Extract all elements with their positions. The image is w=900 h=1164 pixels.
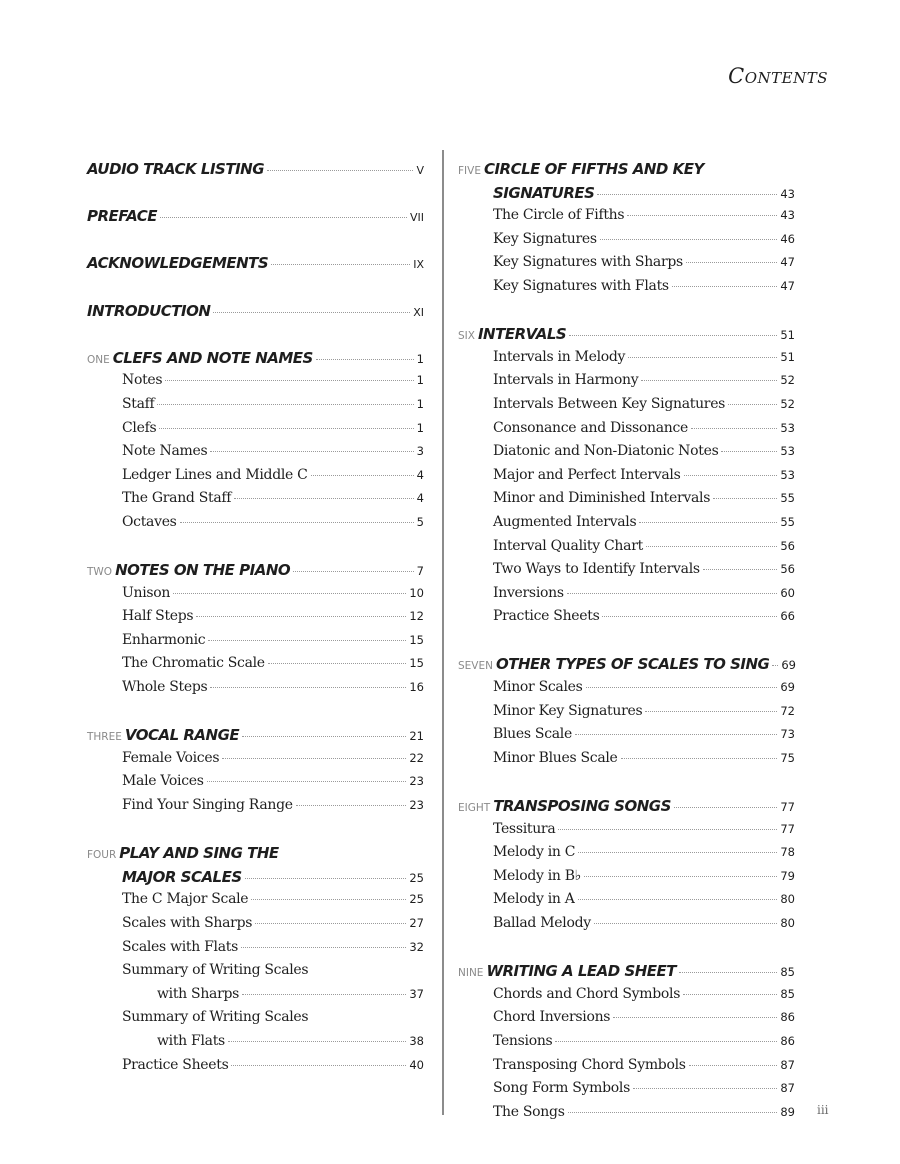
page-number-ref: 25 xyxy=(409,870,424,885)
dot-leader xyxy=(255,923,406,924)
page-number-ref: 86 xyxy=(780,1010,795,1025)
entry-title: MAJOR SCALES xyxy=(122,867,242,886)
dot-leader xyxy=(686,262,777,263)
page-number-ref: 53 xyxy=(780,420,795,435)
dot-leader xyxy=(567,593,778,594)
dot-leader xyxy=(213,312,410,313)
toc-entry[interactable] xyxy=(87,372,424,396)
dot-leader xyxy=(586,687,778,688)
spacer xyxy=(458,632,795,656)
dot-leader xyxy=(316,359,414,360)
entry-title: Key Signatures with Sharps xyxy=(493,254,683,271)
entry-title: Clefs xyxy=(122,419,157,436)
dot-leader xyxy=(641,380,777,381)
dot-leader xyxy=(621,758,778,759)
toc-entry-front[interactable] xyxy=(87,160,424,184)
toc-entry[interactable] xyxy=(87,891,424,915)
dot-leader xyxy=(721,451,777,452)
toc-entry[interactable] xyxy=(458,585,795,609)
entry-title: Minor Scales xyxy=(493,679,583,696)
toc-entry[interactable] xyxy=(458,514,795,538)
page-number-ref: 53 xyxy=(780,467,795,482)
entry-title: Melody in C xyxy=(493,844,576,861)
entry-title: Whole Steps xyxy=(122,679,208,696)
entry-title: Note Names xyxy=(122,443,208,460)
dot-leader xyxy=(683,994,777,995)
spacer xyxy=(87,821,424,845)
page-number-ref: 89 xyxy=(780,1104,795,1119)
entry-title: Enharmonic xyxy=(122,631,206,648)
page-number-ref: 21 xyxy=(409,729,424,744)
dot-leader xyxy=(628,357,777,358)
dot-leader xyxy=(600,239,778,240)
dot-leader xyxy=(578,899,778,900)
spacer xyxy=(87,703,424,727)
page-number-ref: XI xyxy=(413,305,424,319)
dot-leader xyxy=(646,546,777,547)
toc-entry[interactable] xyxy=(87,608,424,632)
page-number-ref: 16 xyxy=(409,680,424,695)
dot-leader xyxy=(207,781,407,782)
page-number-ref: 43 xyxy=(780,186,795,201)
page-number-ref: 87 xyxy=(780,1057,795,1072)
toc-entry[interactable] xyxy=(458,278,795,302)
chapter-title: INTERVALS xyxy=(477,325,567,344)
page-number-ref: 78 xyxy=(780,845,795,860)
dot-leader xyxy=(267,170,413,171)
dot-leader xyxy=(684,475,778,476)
toc-entry[interactable] xyxy=(458,1057,795,1081)
entry-title: Melody in B♭ xyxy=(493,867,582,884)
page-number-ref: 10 xyxy=(409,585,424,600)
dot-leader xyxy=(639,522,777,523)
entry-title: The Chromatic Scale xyxy=(122,655,265,672)
page-number-ref: 1 xyxy=(416,373,424,388)
toc-entry[interactable] xyxy=(87,514,424,538)
toc-entry[interactable] xyxy=(458,703,795,727)
page-number-ref: 87 xyxy=(780,1081,795,1096)
page-number-ref: 23 xyxy=(409,798,424,813)
entry-title: Tessitura xyxy=(493,820,556,837)
dot-leader xyxy=(228,1041,406,1042)
dot-leader xyxy=(157,404,413,405)
toc-entry[interactable] xyxy=(87,679,424,703)
entry-title: Minor Blues Scale xyxy=(493,749,618,766)
page-number-ref: 56 xyxy=(780,538,795,553)
entry-title: Staff xyxy=(122,395,155,412)
page-number-ref: 73 xyxy=(780,727,795,742)
toc-entry[interactable] xyxy=(87,467,424,491)
toc-entry[interactable] xyxy=(87,773,424,797)
page-number-ref: 1 xyxy=(416,396,424,411)
page-number-ref: 47 xyxy=(780,255,795,270)
toc-entry[interactable] xyxy=(458,915,795,939)
dot-leader xyxy=(568,1112,778,1113)
spacer xyxy=(87,184,424,208)
entry-title: Half Steps xyxy=(122,608,194,625)
entry-title: Song Form Symbols xyxy=(493,1080,630,1097)
entry-title: The C Major Scale xyxy=(122,891,249,908)
toc-entry[interactable] xyxy=(458,1080,795,1104)
toc-entry[interactable] xyxy=(87,420,424,444)
page-number-ref: 77 xyxy=(780,800,795,815)
page-number-ref: 85 xyxy=(780,986,795,1001)
dot-leader xyxy=(165,380,413,381)
toc-entry[interactable] xyxy=(458,608,795,632)
dot-leader xyxy=(210,687,406,688)
chapter-number: TWO xyxy=(87,566,113,579)
chapter-number: EIGHT xyxy=(458,802,491,815)
toc-entry[interactable] xyxy=(458,1009,795,1033)
entry-title: Summary of Writing Scales xyxy=(122,962,309,979)
chapter-number: SIX xyxy=(458,330,475,343)
chapter-title: CIRCLE OF FIFTHS AND KEY xyxy=(483,160,704,178)
toc-entry[interactable] xyxy=(87,750,424,774)
toc-entry[interactable] xyxy=(458,396,795,420)
chapter-title: VOCAL RANGE xyxy=(124,726,240,745)
toc-entry[interactable] xyxy=(458,1104,795,1128)
toc-entry[interactable] xyxy=(87,915,424,939)
chapter-number: SEVEN xyxy=(458,660,493,673)
page-number-ref: 5 xyxy=(416,514,424,529)
entry-title: Chords and Chord Symbols xyxy=(493,985,681,1002)
chapter-title: WRITING A LEAD SHEET xyxy=(486,962,677,981)
chapter-title: NOTES ON THE PIANO xyxy=(115,561,291,580)
entry-title: Inversions xyxy=(493,584,564,601)
entry-title: Chord Inversions xyxy=(493,1009,611,1026)
entry-title: Find Your Singing Range xyxy=(122,797,293,814)
chapter-number: FOUR xyxy=(87,849,117,862)
chapter-heading[interactable] xyxy=(87,349,424,373)
dot-leader xyxy=(602,616,777,617)
page-number-ref: 40 xyxy=(409,1057,424,1072)
page-number-ref: 55 xyxy=(780,491,795,506)
dot-leader xyxy=(613,1017,777,1018)
dot-leader xyxy=(728,404,777,405)
toc-entry[interactable] xyxy=(458,349,795,373)
spacer xyxy=(87,538,424,562)
entry-title: AUDIO TRACK LISTING xyxy=(87,160,265,178)
chapter-heading[interactable] xyxy=(458,962,795,986)
spacer xyxy=(458,773,795,797)
page-title: Contents xyxy=(728,64,828,88)
entry-title: INTRODUCTION xyxy=(87,301,211,320)
entry-title: with Sharps xyxy=(157,985,240,1002)
entry-title: The Grand Staff xyxy=(122,490,232,507)
dot-leader xyxy=(597,194,777,195)
dot-leader xyxy=(772,665,778,666)
chapter-number: ONE xyxy=(87,353,110,366)
dot-leader xyxy=(242,736,406,737)
entry-title: Key Signatures xyxy=(493,230,597,247)
dot-leader xyxy=(578,852,777,853)
page-number-ref: 66 xyxy=(780,609,795,624)
dot-leader xyxy=(241,947,406,948)
chapter-title: CLEFS AND NOTE NAMES xyxy=(112,348,313,367)
chapter-number: NINE xyxy=(458,967,484,980)
spacer xyxy=(458,939,795,963)
dot-leader xyxy=(575,734,777,735)
dot-leader xyxy=(159,428,413,429)
dot-leader xyxy=(245,878,407,879)
page-number-ref: 15 xyxy=(409,632,424,647)
dot-leader xyxy=(210,451,413,452)
page-number-ref: 52 xyxy=(780,396,795,411)
page-number-ref: 53 xyxy=(780,444,795,459)
toc-entry[interactable] xyxy=(458,844,795,868)
toc-entry-continued[interactable] xyxy=(87,986,424,1010)
entry-title: PREFACE xyxy=(87,207,158,226)
toc-entry[interactable] xyxy=(458,679,795,703)
entry-title: The Circle of Fifths xyxy=(493,207,625,224)
chapter-number: THREE xyxy=(87,731,122,744)
entry-title: Intervals in Melody xyxy=(493,348,626,365)
spacer xyxy=(87,231,424,255)
page-number-ref: 43 xyxy=(780,208,795,223)
toc-entry[interactable] xyxy=(458,420,795,444)
page-number-ref: 52 xyxy=(780,373,795,388)
dot-leader xyxy=(296,805,407,806)
toc-entry[interactable] xyxy=(458,891,795,915)
entry-title: Diatonic and Non-Diatonic Notes xyxy=(493,443,719,460)
page-number-ref: 79 xyxy=(780,868,795,883)
chapter-number: FIVE xyxy=(458,165,481,177)
toc-entry[interactable] xyxy=(87,443,424,467)
toc-entry[interactable] xyxy=(458,231,795,255)
entry-title: Unison xyxy=(122,584,171,601)
chapter-heading[interactable] xyxy=(458,160,795,184)
page-number-ref: 46 xyxy=(780,231,795,246)
chapter-title: TRANSPOSING SONGS xyxy=(493,797,671,816)
dot-leader xyxy=(633,1088,777,1089)
page-number-ref: V xyxy=(416,164,424,177)
toc-entry[interactable] xyxy=(87,396,424,420)
page-number-ref: 80 xyxy=(780,892,795,907)
toc-entry[interactable] xyxy=(458,254,795,278)
dot-leader xyxy=(645,711,777,712)
dot-leader xyxy=(569,335,777,336)
dot-leader xyxy=(555,1041,777,1042)
page-number-ref: 69 xyxy=(781,658,796,673)
toc-entry[interactable] xyxy=(458,490,795,514)
page-number-ref: 60 xyxy=(780,585,795,600)
toc-entry[interactable] xyxy=(458,561,795,585)
entry-title: SIGNATURES xyxy=(493,183,595,202)
chapter-title: PLAY AND SING THE xyxy=(119,844,279,863)
toc-entry[interactable] xyxy=(87,1009,424,1033)
toc-entry[interactable] xyxy=(458,207,795,231)
page-number: iii xyxy=(817,1103,829,1117)
chapter-heading[interactable] xyxy=(87,561,424,585)
dot-leader xyxy=(311,475,414,476)
chapter-title: OTHER TYPES OF SCALES TO SING xyxy=(495,655,770,674)
dot-leader xyxy=(713,498,777,499)
page-number-ref: 85 xyxy=(780,965,795,980)
entry-title: The Songs xyxy=(493,1103,565,1120)
dot-leader xyxy=(679,972,777,973)
chapter-heading[interactable] xyxy=(458,655,795,679)
chapter-heading[interactable] xyxy=(458,797,795,821)
page-number-ref: 56 xyxy=(780,562,795,577)
entry-title: Practice Sheets xyxy=(493,608,600,625)
entry-title: Intervals Between Key Signatures xyxy=(493,395,726,412)
toc-entry[interactable] xyxy=(458,726,795,750)
page-number-ref: 80 xyxy=(780,916,795,930)
entry-title: Ledger Lines and Middle C xyxy=(122,466,308,483)
entry-title: Minor and Diminished Intervals xyxy=(493,490,711,507)
column-divider xyxy=(442,150,444,1115)
chapter-heading[interactable] xyxy=(87,844,424,868)
page-number-ref: 3 xyxy=(416,444,424,459)
page-number-ref: 25 xyxy=(409,892,424,907)
entry-title: Minor Key Signatures xyxy=(493,702,643,719)
page-number-ref: 4 xyxy=(416,491,424,506)
dot-leader xyxy=(271,264,410,265)
dot-leader xyxy=(196,616,406,617)
toc-entry-front[interactable] xyxy=(87,207,424,231)
entry-title: Scales with Flats xyxy=(122,938,238,955)
entry-title: Interval Quality Chart xyxy=(493,537,643,554)
page-number-ref: 51 xyxy=(780,349,795,364)
page-number-ref: 55 xyxy=(780,514,795,529)
dot-leader xyxy=(231,1065,406,1066)
page-number-ref: 1 xyxy=(416,351,424,366)
dot-leader xyxy=(160,217,407,218)
spacer xyxy=(87,325,424,349)
dot-leader xyxy=(222,758,406,759)
entry-title: Melody in A xyxy=(493,891,575,908)
page-number-ref: 4 xyxy=(416,467,424,482)
toc-entry[interactable] xyxy=(87,585,424,609)
entry-title: Intervals in Harmony xyxy=(493,372,639,389)
page-number-ref: 38 xyxy=(409,1033,424,1048)
dot-leader xyxy=(180,522,414,523)
chapter-heading-continued[interactable] xyxy=(458,184,795,208)
chapter-heading-continued[interactable] xyxy=(87,868,424,892)
page-number-ref: 12 xyxy=(409,609,424,624)
entry-title: Augmented Intervals xyxy=(493,513,637,530)
entry-title: Summary of Writing Scales xyxy=(122,1009,309,1026)
dot-leader xyxy=(242,994,406,995)
entry-title: Two Ways to Identify Intervals xyxy=(493,561,700,578)
page-number-ref: 22 xyxy=(409,750,424,765)
toc-right-column xyxy=(458,160,795,1127)
toc-left-column xyxy=(87,160,424,1080)
toc-entry[interactable] xyxy=(87,962,424,986)
page-number-ref: 7 xyxy=(416,564,424,579)
dot-leader xyxy=(703,569,778,570)
dot-leader xyxy=(584,876,777,877)
dot-leader xyxy=(689,1065,778,1066)
dot-leader xyxy=(674,807,777,808)
chapter-heading[interactable] xyxy=(87,726,424,750)
toc-entry[interactable] xyxy=(87,490,424,514)
page-number-ref: 15 xyxy=(409,656,424,671)
dot-leader xyxy=(173,593,406,594)
toc-entry[interactable] xyxy=(458,467,795,491)
toc-entry[interactable] xyxy=(458,372,795,396)
toc-entry[interactable] xyxy=(458,750,795,774)
dot-leader xyxy=(251,899,406,900)
entry-title: with Flats xyxy=(157,1032,225,1049)
dot-leader xyxy=(627,215,777,216)
page-number-ref: 86 xyxy=(780,1033,795,1048)
dot-leader xyxy=(672,286,778,287)
page-number-ref: 23 xyxy=(409,774,424,789)
chapter-heading[interactable] xyxy=(458,325,795,349)
page-number-ref: 47 xyxy=(780,278,795,293)
dot-leader xyxy=(293,571,414,572)
entry-title: Scales with Sharps xyxy=(122,915,253,931)
toc-entry[interactable] xyxy=(87,939,424,963)
entry-title: Blues Scale xyxy=(493,726,572,743)
toc-entry[interactable] xyxy=(458,538,795,562)
page-number-ref: 72 xyxy=(780,703,795,718)
dot-leader xyxy=(691,428,777,429)
toc-entry[interactable] xyxy=(87,655,424,679)
dot-leader xyxy=(594,923,778,924)
entry-title: ACKNOWLEDGEMENTS xyxy=(87,254,269,273)
toc-entry[interactable] xyxy=(87,797,424,821)
entry-title: Key Signatures with Flats xyxy=(493,277,669,294)
toc-entry[interactable] xyxy=(458,868,795,892)
spacer xyxy=(87,278,424,302)
page-number-ref: 27 xyxy=(409,916,424,930)
toc-entry[interactable] xyxy=(458,986,795,1010)
entry-title: Practice Sheets xyxy=(122,1056,229,1073)
page-number-ref: 75 xyxy=(780,750,795,765)
page-number-ref: 77 xyxy=(780,821,795,836)
entry-title: Notes xyxy=(122,372,163,389)
dot-leader xyxy=(268,663,407,664)
page-number-ref: 32 xyxy=(409,939,424,954)
page-number-ref: 1 xyxy=(416,420,424,435)
toc-entry[interactable] xyxy=(87,1057,424,1081)
entry-title: Ballad Melody xyxy=(493,915,591,931)
toc-entry-continued[interactable] xyxy=(87,1033,424,1057)
toc-entry-front[interactable] xyxy=(87,302,424,326)
entry-title: Octaves xyxy=(122,513,177,530)
page-number-ref: 51 xyxy=(780,328,795,343)
entry-title: Consonance and Dissonance xyxy=(493,419,689,436)
dot-leader xyxy=(558,829,777,830)
toc-entry[interactable] xyxy=(87,632,424,656)
entry-title: Major and Perfect Intervals xyxy=(493,466,681,483)
dot-leader xyxy=(234,498,414,499)
spacer xyxy=(458,302,795,326)
page-number-ref: IX xyxy=(413,258,424,272)
toc-entry[interactable] xyxy=(458,1033,795,1057)
entry-title: Female Voices xyxy=(122,749,220,766)
entry-title: Tensions xyxy=(493,1032,553,1049)
dot-leader xyxy=(208,640,406,641)
toc-entry[interactable] xyxy=(458,821,795,845)
entry-title: Transposing Chord Symbols xyxy=(493,1056,686,1073)
toc-entry[interactable] xyxy=(458,443,795,467)
toc-entry-front[interactable] xyxy=(87,254,424,278)
entry-title: Male Voices xyxy=(122,773,204,790)
page-number-ref: 37 xyxy=(409,986,424,1001)
page-number-ref: 69 xyxy=(780,680,795,695)
page-number-ref: VII xyxy=(409,211,424,225)
